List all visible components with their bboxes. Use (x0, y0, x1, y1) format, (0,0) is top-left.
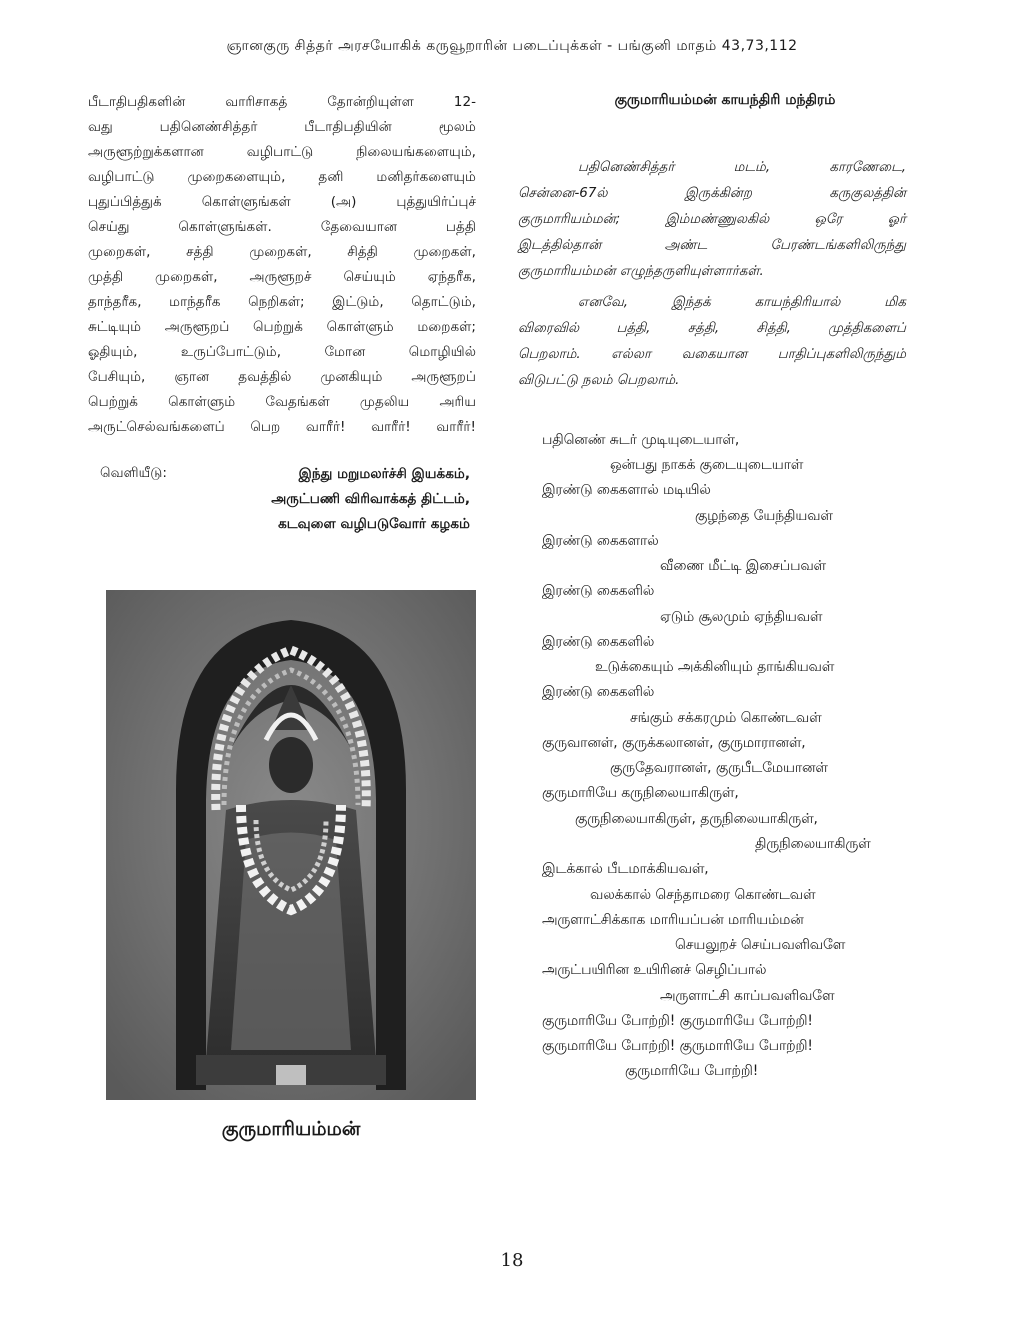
paragraph-line: குருமாரியம்மன் எழுந்தருளியுள்ளார்கள். (518, 264, 764, 279)
poem-line: குழந்தை யேந்தியவள் (695, 508, 833, 524)
paragraph-line: பதினெண்சித்தர் மடம், காரணேடை, (578, 160, 906, 175)
poem-line: குருமாரியே போற்றி! (625, 1063, 759, 1079)
paragraph-line: சென்னை-67ல் இருக்கின்ற கருகுலத்தின் (518, 186, 906, 201)
deity-photo (106, 590, 476, 1100)
poem-line: இரண்டு கைகளில் (542, 634, 655, 650)
poem-line: குருதேவரானள், குருபீடமேயானள் (610, 760, 828, 776)
paragraph-line: செய்து கொள்ளுங்கள். தேவையான பத்தி (88, 219, 476, 235)
paragraph-line: முத்தி முறைகள், அருளூறச் செய்யும் ஏந்தரீக, (88, 269, 476, 285)
poem-line: அருளாட்சி காப்பவளிவளே (660, 988, 835, 1004)
paragraph-line: வழிபாட்டு முறைகளையும், தனி மனிதர்களையும் (88, 169, 476, 185)
paragraph-line: பீடாதிபதிகளின் வாரிசாகத் தோன்றியுள்ள 12- (88, 94, 476, 110)
poem-line: இடக்கால் பீடமாக்கியவள், (542, 861, 709, 877)
paragraph-line: விடுபட்டு நலம் பெறலாம். (518, 373, 680, 388)
poem-line: அருளாட்சிக்காக மாரியப்பன் மாரியம்மன் (542, 912, 804, 928)
publisher-line: இந்து மறுமலர்ச்சி இயக்கம், (298, 466, 470, 482)
right-paragraph-2 (518, 290, 906, 394)
photo-caption: குருமாரியம்மன் (221, 1118, 361, 1140)
deity-photo-image (106, 590, 476, 1100)
paragraph-line: குருமாரியம்மன்; இம்மண்ணுலகில் ஒரே ஓர் (518, 212, 906, 227)
publisher-line: அருட்பணி விரிவாக்கத் திட்டம், (271, 491, 470, 507)
page-header: ஞானகுரு சித்தர் அரசயோகிக் கருவூறாரின் படைப்புக்கள் - பங்குனி மாதம் 43,73,112 (226, 38, 798, 54)
section-title: குருமாரியம்மன் காயந்திரி மந்திரம் (614, 92, 836, 108)
poem-line: ஏடும் சூலமும் ஏந்தியவள் (660, 609, 823, 625)
paragraph-line: விரைவில் பத்தி, சத்தி, சித்தி, முத்திகளைப் (518, 321, 906, 336)
poem-line: இரண்டு கைகளால் மடியில் (542, 482, 711, 498)
paragraph-line: அருளூற்றுக்களான வழிபாட்டு நிலையங்களையும், (88, 144, 476, 160)
poem-line: குருநிலையாகிருள், தருநிலையாகிருள், (575, 811, 818, 827)
paragraph-line: பேசியும், ஞான தவத்தில் முனகியும் அருளூறப் (88, 369, 476, 385)
publisher-names (271, 462, 470, 537)
poem-line: உடுக்கையும் அக்கினியும் தாங்கியவள் (595, 659, 835, 675)
page-number: 18 (500, 1250, 524, 1271)
paragraph-line: பெற்றுக் கொள்ளும் வேதங்கள் முதலிய அரிய (88, 394, 476, 410)
poem-line: செயலுறச் செய்பவளிவளே (675, 937, 846, 953)
left-paragraph (88, 90, 476, 440)
paragraph-line: ஓதியும், உருப்போட்டும், மோன மொழியில் (88, 344, 476, 360)
poem-line: அருட்பயிரின உயிரினச் செழிப்பால் (542, 962, 767, 978)
publisher-label: வெளியீடு: (100, 465, 167, 481)
poem-line: வீணை மீட்டி இசைப்பவள் (660, 558, 826, 574)
poem-line: குருவானள், குருக்கலானள், குருமாரானள், (542, 735, 806, 751)
paragraph-line: அருட்செல்வங்களைப் பெற வாரீர்! வாரீர்! வாரீர்! (88, 419, 476, 435)
poem-line: இரண்டு கைகளில் (542, 684, 655, 700)
right-paragraph-1 (518, 155, 906, 285)
poem-line: ஒன்பது நாகக் குடையுடையாள் (610, 457, 804, 473)
poem-line: குருமாரியே கருநிலையாகிருள், (542, 785, 739, 801)
paragraph-line: எனவே, இந்தக் காயந்திரியால் மிக (578, 295, 906, 310)
poem-line: குருமாரியே போற்றி! குருமாரியே போற்றி! (542, 1013, 813, 1029)
paragraph-line: முறைகள், சத்தி முறைகள், சித்தி முறைகள், (88, 244, 476, 260)
paragraph-line: புதுப்பித்துக் கொள்ளுங்கள் (அ) புத்துயிர்ப்புச் (88, 194, 476, 210)
poem-line: இரண்டு கைகளால் (542, 533, 659, 549)
paragraph-line: சுட்டியும் அருளூறப் பெற்றுக் கொள்ளும் மறைகள்; (88, 319, 476, 335)
poem-line: திருநிலையாகிருள் (755, 836, 871, 852)
poem-line: சங்கும் சக்கரமும் கொண்டவள் (630, 710, 822, 726)
poem-line: வலக்கால் செந்தாமரை கொண்டவள் (590, 887, 816, 903)
paragraph-line: வது பதினெண்சித்தர் பீடாதிபதியின் மூலம் (88, 119, 476, 135)
paragraph-line: தாந்தரீக, மாந்தரீக நெறிகள்; இட்டும், தொட்டும், (88, 294, 476, 310)
poem-line: குருமாரியே போற்றி! குருமாரியே போற்றி! (542, 1038, 813, 1054)
paragraph-line: பெறலாம். எல்லா வகையான பாதிப்புகளிலிருந்தும் (518, 347, 906, 362)
poem-line: இரண்டு கைகளில் (542, 583, 655, 599)
paragraph-line: இடத்தில்தான் அண்ட பேரண்டங்களிலிருந்து (518, 238, 906, 253)
publisher-line: கடவுளை வழிபடுவோர் கழகம் (278, 516, 470, 532)
poem-line: பதினெண் சுடர் முடியுடையாள், (542, 432, 740, 448)
